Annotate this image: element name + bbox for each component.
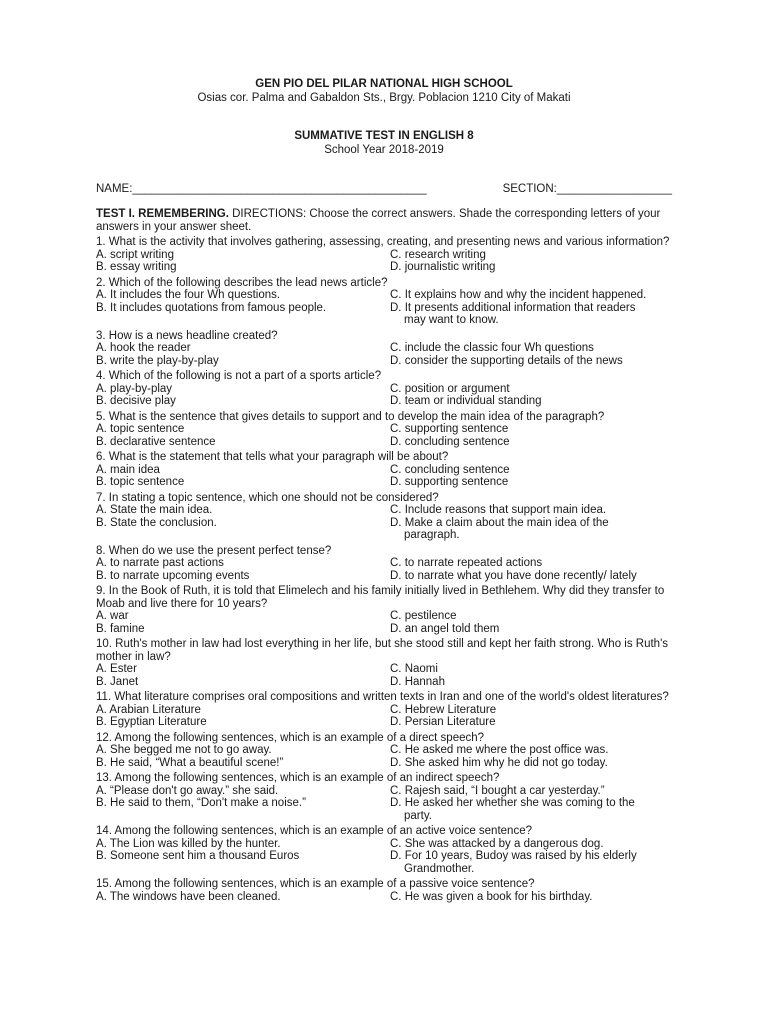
choice-left: B. Someone sent him a thousand Euros: [96, 850, 300, 862]
question-text: 7. In stating a topic sentence, which one should not be considered?: [96, 491, 439, 504]
choice-right-text: D. Persian Literature: [390, 716, 496, 728]
question-text: 13. Among the following sentences, which is an example of an indirect speech?: [96, 772, 500, 784]
choice-row: [96, 663, 672, 676]
choice-left: B. write the play-by-play: [96, 354, 219, 367]
question-text: 8. When do we use the present perfect tense?: [96, 544, 332, 557]
choice-right-text: D. Make a claim about the main idea of the: [390, 516, 609, 529]
choice-right-text: C. He asked me where the post office was.: [390, 744, 609, 756]
choice-right-text: C. It explains how and why the incident happened.: [390, 289, 647, 301]
choice-left: B. He said, “What a beautiful scene!”: [96, 756, 284, 769]
choice-left: B. Janet: [96, 675, 139, 688]
choice-right-text: D. Hannah: [390, 675, 445, 688]
choice-right: [390, 744, 672, 757]
choice-row: [96, 476, 672, 489]
choice-right-text: C. position or argument: [390, 382, 510, 395]
choice-row: [96, 744, 672, 757]
test-title: SUMMATIVE TEST IN ENGLISH 8: [294, 130, 474, 142]
choice-right-text: C. include the classic four Wh questions: [390, 342, 594, 354]
school-name: GEN PIO DEL PILAR NATIONAL HIGH SCHOOL: [255, 78, 513, 90]
choice-right: [390, 610, 672, 623]
choice-row: [96, 249, 672, 262]
choice-left: B. decisive play: [96, 395, 176, 407]
choice-right: [390, 785, 672, 798]
choice-right: [390, 355, 672, 368]
choice-left: A. to narrate past actions: [96, 557, 224, 569]
choice-row: [96, 610, 672, 623]
question-text: 9. In the Book of Ruth, it is told that Elimelech and his family initially lived in Bethlehem. Why did they transfer to Moab and live there for 10 years?: [96, 585, 665, 610]
choice-right: [390, 395, 672, 408]
choice-row: [96, 716, 672, 729]
test-heading: TEST I. REMEMBERING.: [96, 208, 229, 220]
question-text: 14. Among the following sentences, which is an example of an active voice sentence?: [96, 825, 532, 837]
choice-right: [390, 436, 672, 449]
choice-left: A. The Lion was killed by the hunter.: [96, 837, 281, 850]
choice-right-text: C. concluding sentence: [390, 463, 510, 476]
question-list: [96, 236, 672, 903]
question-item: [96, 411, 672, 449]
choice-row: [96, 623, 672, 636]
question-item: [96, 732, 672, 770]
choice-row: [96, 797, 672, 822]
choice-left: B. State the conclusion.: [96, 516, 217, 529]
choice-right-text: C. Naomi: [390, 663, 438, 675]
choice-row: [96, 423, 672, 436]
choice-right: [390, 797, 672, 822]
choice-right: [390, 517, 672, 542]
choice-left: A. State the main idea.: [96, 504, 213, 516]
section-field: SECTION:__________________: [502, 183, 672, 195]
question-text: 12. Among the following sentences, which is an example of a direct speech?: [96, 731, 485, 744]
choice-continuation: Grandmother.: [404, 862, 475, 875]
choice-right-text: D. concluding sentence: [390, 435, 510, 448]
choice-left: A. The windows have been cleaned.: [96, 890, 281, 903]
choice-right-text: C. supporting sentence: [390, 423, 509, 435]
choice-left: A. It includes the four Wh questions.: [96, 289, 281, 301]
directions-text: DIRECTIONS: Choose the correct answers. Shade the corresponding letters of your answers in your answer sheet.: [96, 208, 661, 233]
test-directions: [96, 208, 672, 233]
choice-row: [96, 355, 672, 368]
choice-right-text: D. It presents additional information that readers: [390, 301, 636, 314]
choice-row: [96, 704, 672, 717]
choice-right-text: D. to narrate what you have done recently/ lately: [390, 569, 637, 582]
choice-right: [390, 663, 672, 676]
choice-row: [96, 850, 672, 875]
choice-right: [390, 383, 672, 396]
question-text: 6. What is the statement that tells what your paragraph will be about?: [96, 451, 449, 463]
choice-row: [96, 436, 672, 449]
choice-right: [390, 476, 672, 489]
choice-right-text: C. Include reasons that support main idea.: [390, 504, 607, 516]
choice-left: A. topic sentence: [96, 423, 185, 435]
school-address: Osias cor. Palma and Gabaldon Sts., Brgy. Poblacion 1210 City of Makati: [197, 92, 571, 104]
choice-right: [390, 342, 672, 355]
choice-row: [96, 891, 672, 904]
school-year: School Year 2018-2019: [324, 144, 444, 156]
question-item: [96, 451, 672, 489]
choice-left: B. famine: [96, 622, 145, 635]
question-item: [96, 492, 672, 542]
choice-left: B. He said to them, “Don't make a noise.”: [96, 797, 306, 809]
question-item: [96, 370, 672, 408]
question-text: 1. What is the activity that involves gathering, assessing, creating, and presenting news and various information?: [96, 236, 670, 248]
question-text: 4. Which of the following is not a part of a sports article?: [96, 370, 382, 382]
choice-left: B. It includes quotations from famous people.: [96, 301, 327, 314]
choice-left: B. essay writing: [96, 261, 177, 273]
question-item: [96, 772, 672, 822]
choice-right-text: D. He asked her whether she was coming to the: [390, 797, 635, 809]
choice-right-text: C. to narrate repeated actions: [390, 557, 543, 569]
question-text: 2. Which of the following describes the lead news article?: [96, 276, 388, 289]
choice-row: [96, 289, 672, 302]
choice-right: [390, 504, 672, 517]
choice-row: [96, 342, 672, 355]
choice-row: [96, 757, 672, 770]
choice-left: A. She begged me not to go away.: [96, 744, 272, 756]
choice-right-text: C. Hebrew Literature: [390, 703, 497, 716]
choice-row: [96, 261, 672, 274]
choice-row: [96, 517, 672, 542]
choice-right-text: C. pestilence: [390, 610, 457, 622]
choice-left: A. war: [96, 610, 129, 622]
choice-row: [96, 557, 672, 570]
choice-right-text: D. team or individual standing: [390, 395, 542, 407]
choice-continuation: paragraph.: [404, 529, 460, 541]
choice-row: [96, 395, 672, 408]
choice-row: [96, 785, 672, 798]
choice-left: A. script writing: [96, 248, 174, 261]
choice-row: [96, 570, 672, 583]
choice-right-text: C. She was attacked by a dangerous dog.: [390, 837, 604, 850]
choice-right-text: D. an angel told them: [390, 622, 500, 635]
choice-right: [390, 302, 672, 327]
choice-right-text: D. supporting sentence: [390, 476, 509, 488]
choice-left: B. Egyptian Literature: [96, 716, 207, 728]
choice-right-text: C. research writing: [390, 248, 486, 261]
choice-right: [390, 261, 672, 274]
choice-row: [96, 302, 672, 327]
choice-row: [96, 838, 672, 851]
question-item: [96, 691, 672, 729]
choice-right: [390, 464, 672, 477]
choice-left: B. topic sentence: [96, 476, 185, 488]
choice-right: [390, 557, 672, 570]
choice-right: [390, 423, 672, 436]
question-item: [96, 825, 672, 875]
choice-right: [390, 716, 672, 729]
choice-row: [96, 504, 672, 517]
question-text: 10. Ruth's mother in law had lost everything in her life, but she stood still and kept her faith strong. Who is Ruth's mother in law?: [96, 638, 669, 663]
choice-left: A. “Please don't go away.” she said.: [96, 784, 279, 797]
choice-right-text: C. Rajesh said, “I bought a car yesterday.”: [390, 784, 605, 797]
choice-right-text: D. She asked him why he did not go today.: [390, 756, 608, 769]
choice-left: A. play-by-play: [96, 382, 173, 395]
name-field: NAME:______________________________________________: [96, 183, 427, 195]
choice-left: B. to narrate upcoming events: [96, 569, 250, 582]
choice-right: [390, 891, 672, 904]
choice-right: [390, 570, 672, 583]
question-item: [96, 878, 672, 903]
choice-right: [390, 249, 672, 262]
choice-left: A. Ester: [96, 663, 137, 675]
question-item: [96, 585, 672, 635]
question-item: [96, 277, 672, 327]
choice-right: [390, 838, 672, 851]
choice-right: [390, 676, 672, 689]
choice-right: [390, 289, 672, 302]
choice-row: [96, 676, 672, 689]
choice-right-text: C. He was given a book for his birthday.: [390, 890, 593, 903]
question-text: 5. What is the sentence that gives details to support and to develop the main idea of the paragraph?: [96, 410, 605, 423]
choice-left: A. main idea: [96, 463, 160, 476]
choice-right-text: D. consider the supporting details of the news: [390, 354, 623, 367]
choice-right: [390, 623, 672, 636]
student-info-row: [96, 182, 672, 196]
choice-left: A. hook the reader: [96, 342, 191, 354]
choice-row: [96, 464, 672, 477]
question-text: 3. How is a news headline created?: [96, 329, 278, 342]
choice-right: [390, 757, 672, 770]
choice-right: [390, 850, 672, 875]
question-item: [96, 330, 672, 368]
choice-left: A. Arabian Literature: [96, 703, 201, 716]
choice-left: B. declarative sentence: [96, 435, 216, 448]
question-text: 15. Among the following sentences, which is an example of a passive voice sentence?: [96, 878, 535, 890]
question-text: 11. What literature comprises oral compositions and written texts in Iran and one of the world's oldest literatures?: [96, 691, 669, 703]
question-item: [96, 236, 672, 274]
choice-continuation: may want to know.: [404, 314, 499, 326]
choice-row: [96, 383, 672, 396]
question-item: [96, 545, 672, 583]
choice-continuation: party.: [404, 809, 432, 822]
question-item: [96, 638, 672, 688]
choice-right-text: D. For 10 years, Budoy was raised by his elderly: [390, 850, 637, 862]
choice-right: [390, 704, 672, 717]
choice-right-text: D. journalistic writing: [390, 261, 496, 273]
